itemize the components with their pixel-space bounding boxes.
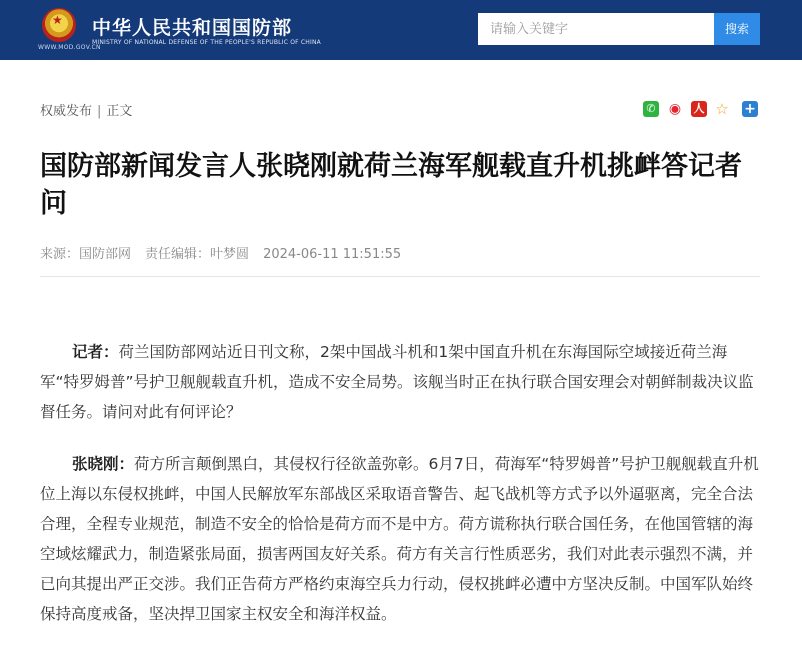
more-icon[interactable]: + bbox=[742, 101, 758, 117]
site-domain: WWW.MOD.GOV.CN bbox=[38, 44, 101, 51]
paragraph-text: 荷方所言颠倒黑白，其侵权行径欲盖弥彰。6月7日，荷海军“特罗姆普”号护卫舰舰载直升机位上海以东侵权挑衅，中国人民解放军东部战区采取语音警告、起飞战机等方式予以外逼驱离，完全合法合理，全程专业规范，制造不安全的恰恰是荷方而不是中方。荷方谎称执行联合国任务，在他国管辖的海空域炫耀武力，制造紧张局面，损害两国友好关系。荷方有关言行性质恶劣，我们对此表示强烈不满，并已向其提出严正交涉。我们正告荷方严格约束海空兵力行动，侵权挑衅必遭中方坚决反制。中国军队始终保持高度戒备，坚决捍卫国家主权安全和海洋权益。 bbox=[40, 455, 759, 623]
search-button[interactable]: 搜索 bbox=[714, 13, 760, 45]
national-emblem-icon[interactable] bbox=[42, 8, 76, 42]
site-title[interactable]: 中华人民共和国国防部 bbox=[92, 17, 293, 39]
weibo-icon[interactable]: ◉ bbox=[668, 101, 682, 117]
article-meta bbox=[40, 243, 401, 262]
article-paragraph bbox=[40, 449, 760, 629]
speaker-label: 记者： bbox=[72, 343, 119, 361]
star-icon: ★ bbox=[52, 13, 63, 27]
editor-value: 叶梦圆 bbox=[210, 247, 250, 262]
favorite-icon[interactable]: ☆ bbox=[715, 100, 729, 118]
article-title: 国防部新闻发言人张晓刚就荷兰海军舰载直升机挑衅答记者问 bbox=[40, 151, 742, 219]
people-icon[interactable]: 人 bbox=[691, 101, 707, 117]
search-input[interactable] bbox=[478, 13, 714, 45]
speaker-label: 张晓刚： bbox=[72, 455, 135, 473]
wechat-icon[interactable]: ✆ bbox=[643, 101, 659, 117]
breadcrumb-item-authority[interactable]: 权威发布 bbox=[40, 104, 93, 119]
top-header-bar bbox=[0, 0, 802, 60]
publish-datetime: 2024-06-11 11:51:55 bbox=[263, 247, 402, 262]
source-label: 来源： bbox=[40, 247, 80, 262]
article-paragraph bbox=[40, 337, 760, 427]
site-subtitle: MINISTRY OF NATIONAL DEFENSE OF THE PEOPLE'S REPUBLIC OF CHINA bbox=[92, 39, 321, 46]
breadcrumb-separator: | bbox=[97, 104, 102, 119]
breadcrumb-item-current: 正文 bbox=[106, 104, 133, 119]
paragraph-text: 荷兰国防部网站近日刊文称，2架中国战斗机和1架中国直升机在东海国际空域接近荷兰海军“特罗姆普”号护卫舰舰载直升机，造成不安全局势。该舰当时正在执行联合国安理会对朝鲜制裁决议监督任务。请问对此有何评论？ bbox=[40, 343, 754, 421]
editor-label: 责任编辑： bbox=[145, 247, 211, 262]
breadcrumb bbox=[40, 100, 132, 119]
source-value: 国防部网 bbox=[79, 247, 132, 262]
divider bbox=[40, 276, 760, 277]
